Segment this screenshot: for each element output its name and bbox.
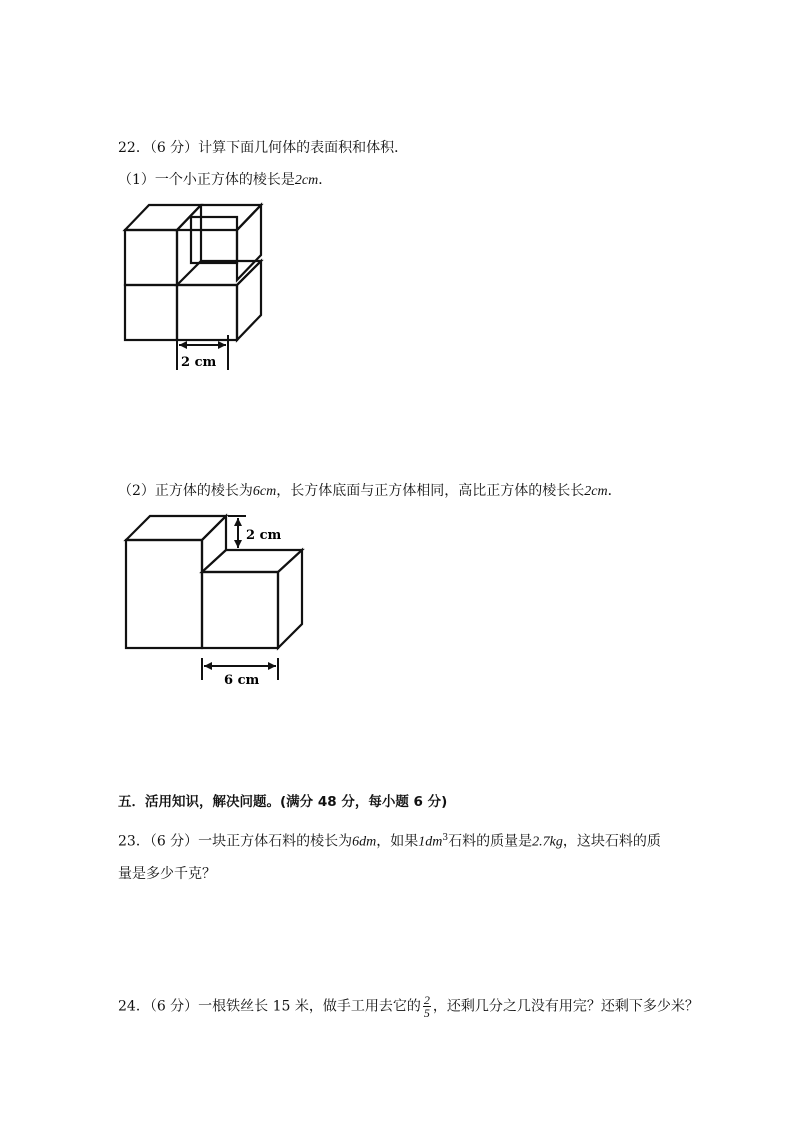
q22-part2-b: ，长方体底面与正方体相同，高比正方体的棱长长 bbox=[276, 483, 585, 499]
q23-val1: 6 bbox=[352, 834, 360, 850]
q23-line2: 量是多少千克？ bbox=[118, 866, 216, 882]
q23-unit1: dm bbox=[359, 834, 377, 850]
q24-frac-den: 5 bbox=[423, 1006, 430, 1020]
fig2-edge-label: 6 cm bbox=[224, 673, 260, 688]
q23-val3: 2.7 bbox=[532, 834, 550, 850]
q23-val2: 1 bbox=[418, 834, 426, 850]
q22-part2-val1: 6 bbox=[252, 484, 260, 499]
q23-unit2: dm bbox=[425, 834, 443, 850]
fig2-height-diff-label: 2 cm bbox=[246, 528, 282, 543]
q22-part1-unit: cm bbox=[301, 173, 319, 188]
q23-line1 bbox=[118, 828, 661, 853]
figure-cube-stack bbox=[115, 195, 375, 385]
q23-c: 石料的质量是 bbox=[448, 833, 533, 850]
q23-sup: 3 bbox=[442, 833, 449, 843]
section5-title: 五．活用知识，解决问题。(满分 48 分，每小题 6 分) bbox=[118, 794, 448, 810]
q24-fraction bbox=[423, 994, 431, 1019]
figure-cuboid-and-cube bbox=[122, 510, 352, 690]
q22-part2-c: ． bbox=[607, 483, 622, 499]
q24-frac-num: 2 bbox=[423, 993, 430, 1007]
q22-part2-val2: 2 bbox=[584, 484, 592, 499]
q22-part1-prefix: （1）一个小正方体的棱长是 bbox=[118, 172, 295, 188]
q22-part2-a: （2）正方体的棱长为 bbox=[118, 483, 253, 499]
q23-unit3: kg bbox=[549, 834, 563, 850]
q24-a: 24．（6 分）一根铁丝长 15 米，做手工用去它的 bbox=[118, 998, 421, 1015]
fig1-dimension-label: 2 cm bbox=[181, 355, 217, 370]
q22-part1-value: 2 bbox=[294, 173, 302, 188]
q22-part1-suffix: ． bbox=[318, 172, 333, 188]
q22-part1 bbox=[118, 170, 332, 191]
q24-b: ，还剩几分之几没有用完？还剩下多少米？ bbox=[432, 998, 699, 1015]
q23-d: ，这块石料的质 bbox=[562, 833, 661, 850]
q22-header: 22．（6 分）计算下面几何体的表面积和体积． bbox=[118, 140, 409, 156]
q23-a: 23．（6 分）一块正方体石料的棱长为 bbox=[118, 833, 353, 850]
q22-part2-unit2: cm bbox=[591, 484, 608, 499]
q23-b: ，如果 bbox=[376, 833, 419, 850]
q22-part2 bbox=[118, 481, 622, 502]
q24-line bbox=[118, 994, 699, 1019]
q22-part2-unit1: cm bbox=[259, 484, 277, 499]
